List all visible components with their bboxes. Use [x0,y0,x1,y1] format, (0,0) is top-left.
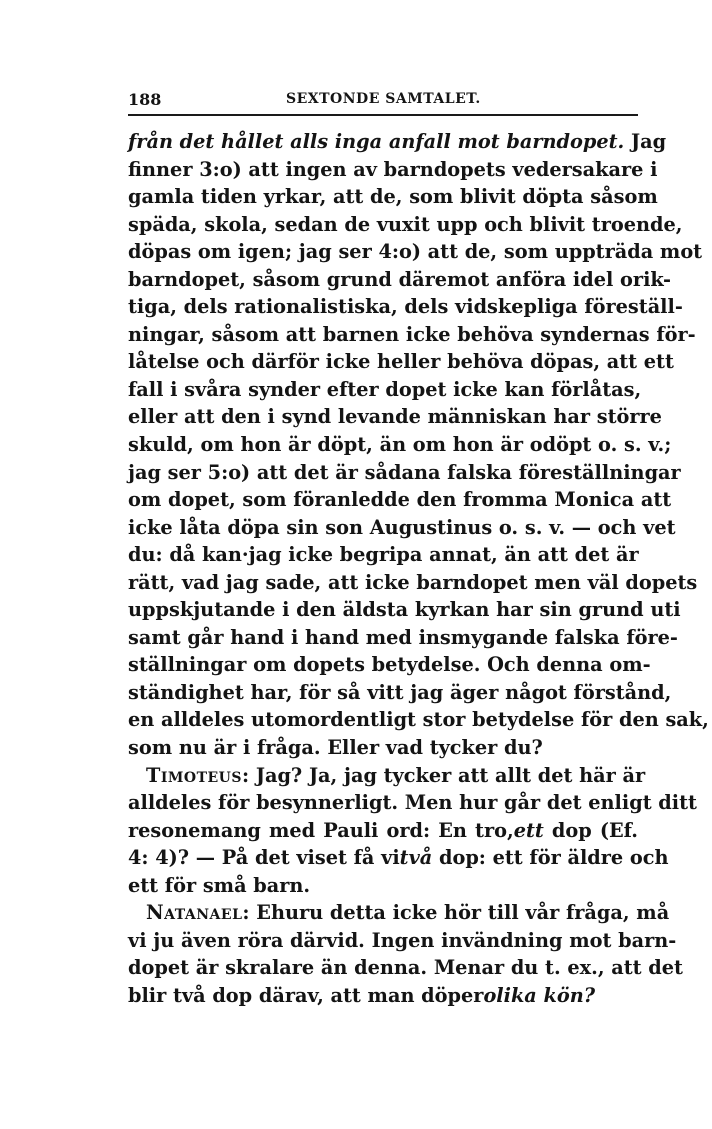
line-text: barndopet, såsom grund däremot anföra idel orik- [128,267,671,291]
line-text: skuld, om hon är döpt, än om hon är odöpt o. s. v.; [128,433,672,457]
text-line [128,927,677,955]
line-text: jag ser 5:o) att det är sådana falska föreställningar [128,460,681,484]
text-line [128,238,703,266]
line-text: döpas om igen; jag ser 4:o) att de, som uppträda mot [128,240,703,264]
text-line [128,156,658,184]
line-text: 4: 4)? — På det viset få vi [128,846,400,870]
line-text: blir två dop därav, att man döper [128,983,484,1007]
text-line [128,183,658,211]
text-line [128,403,662,431]
text-line [128,762,646,790]
line-text: resonemang med Pauli ord: En tro, [128,818,514,842]
text-line [128,321,696,349]
running-title: SEXTONDE SAMTALET. [286,91,481,107]
line-text: en alldeles utomordentligt stor betydelse för den sak, [128,708,709,732]
speaker-name: Timoteus [146,763,242,787]
line-text: låtelse och därför icke heller behöva döpas, att ett [128,350,674,374]
line-text: : Ehuru detta icke hör till vår fråga, må [242,901,670,925]
line-text: ständighet har, för så vitt jag äger något förstånd, [128,680,672,704]
text-line [128,596,681,624]
text-line [128,954,683,982]
italic-text: olika kön? [483,983,596,1007]
text-line [128,679,672,707]
line-text: eller att den i synd levande människan har större [128,405,662,429]
line-text: ningar, såsom att barnen icke behöva syndernas för- [128,322,696,346]
line-text: icke låta döpa sin son Augustinus o. s. v. — och vet [128,515,676,539]
text-line [128,459,681,487]
line-text: vi ju även röra därvid. Ingen invändning mot barn- [128,928,677,952]
line-text: dop (Ef. [543,818,639,842]
line-text: späda, skola, sedan de vuxit upp och blivit troende, [128,212,683,236]
text-line [128,376,642,404]
italic-text: ett [513,818,544,842]
text-line [128,734,638,762]
text-line [128,844,669,872]
line-text: om dopet, som föranledde den fromma Monica att [128,488,672,512]
text-line [128,431,672,459]
speaker-name: Natanael [146,901,243,925]
line-text: finner 3:o) att ingen av barndopets vedersakare i [128,157,658,181]
body-text [128,128,709,1010]
text-line [128,541,638,569]
line-text: : Jag? Ja, jag tycker att allt det här är [242,763,646,787]
text-line [128,899,670,927]
running-header [128,88,638,116]
text-line [128,293,683,321]
text-line [128,128,667,156]
line-text: tiga, dels rationalistiska, dels vidskepliga föreställ- [128,295,683,319]
text-line [128,514,676,542]
text-line [128,982,638,1010]
text-line [128,266,671,294]
italic-text: från det hållet alls inga anfall mot barndopet. [128,130,625,153]
line-text: gamla tiden yrkar, att de, som blivit döpta såsom [128,185,658,209]
line-text: du: då kan·jag icke begripa annat, än att det är [128,543,639,567]
line-text: dopet är skralare än denna. Menar du t. ex., att det [128,956,683,980]
text-line [128,789,697,817]
italic-text: två [399,846,433,870]
line-text: samt går hand i hand med insmygande falska före- [128,625,678,649]
text-line [128,872,638,900]
line-text: ställningar om dopets betydelse. Och denna om- [128,653,651,677]
line-text: som nu är i fråga. Eller vad tycker du? [128,736,543,760]
line-text: ett för små barn. [128,873,311,897]
line-text: Jag [624,130,667,153]
line-text: fall i svåra synder efter dopet icke kan förlåtas, [128,377,642,401]
text-line [128,348,674,376]
line-text: uppskjutande i den äldsta kyrkan har sin grund uti [128,598,681,622]
text-line [128,817,638,845]
line-text: alldeles för besynnerligt. Men hur går det enligt ditt [128,791,697,815]
text-line [128,569,698,597]
text-line [128,486,672,514]
text-line [128,211,683,239]
text-line [128,706,709,734]
line-text: dop: ett för äldre och [432,846,669,870]
page-number: 188 [128,90,162,109]
line-text: rätt, vad jag sade, att icke barndopet men väl dopets [128,570,698,594]
text-line [128,624,678,652]
text-line [128,651,651,679]
